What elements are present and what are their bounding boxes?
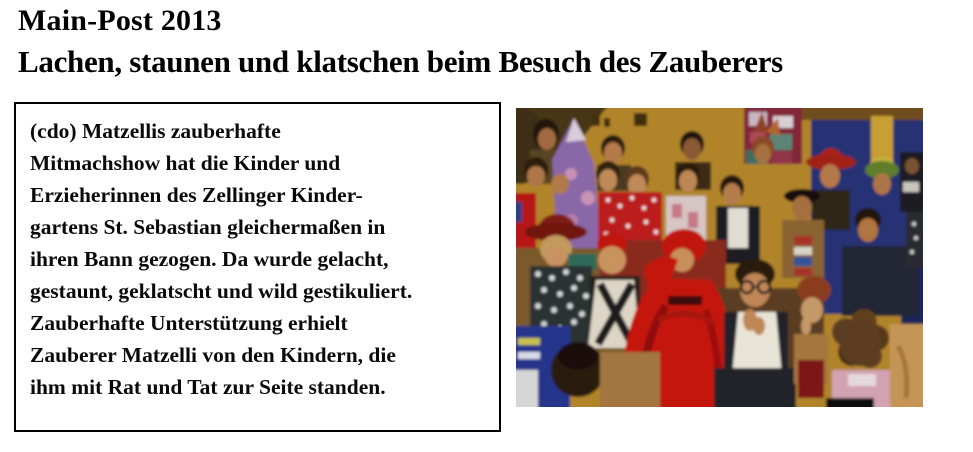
article-text-line: gestaunt, geklatscht und wild gestikuliert.: [30, 279, 413, 303]
source-title: Main-Post 2013: [18, 4, 222, 37]
article-text-line: Erzieherinnen des Zellinger Kinder-: [30, 183, 363, 207]
article-text-line: Mitmachshow hat die Kinder und: [30, 151, 341, 175]
article-text-line: ihm mit Rat und Tat zur Seite standen.: [30, 375, 386, 399]
article-text-line: Zauberhafte Unterstützung erhielt: [30, 311, 348, 335]
article-photo: [516, 108, 923, 407]
article-text-line: gartens St. Sebastian gleichermaßen in: [30, 215, 386, 239]
article-text-line: ihren Bann gezogen. Da wurde gelacht,: [30, 247, 389, 271]
article-headline: Lachen, staunen und klatschen beim Besuch des Zauberers: [18, 44, 783, 79]
article-text-line: Zauberer Matzelli von den Kindern, die: [30, 343, 396, 367]
children-carnival-photo: [516, 108, 923, 407]
article-text-line: (cdo) Matzellis zauberhafte: [30, 119, 281, 143]
article-text-box: [14, 102, 501, 432]
